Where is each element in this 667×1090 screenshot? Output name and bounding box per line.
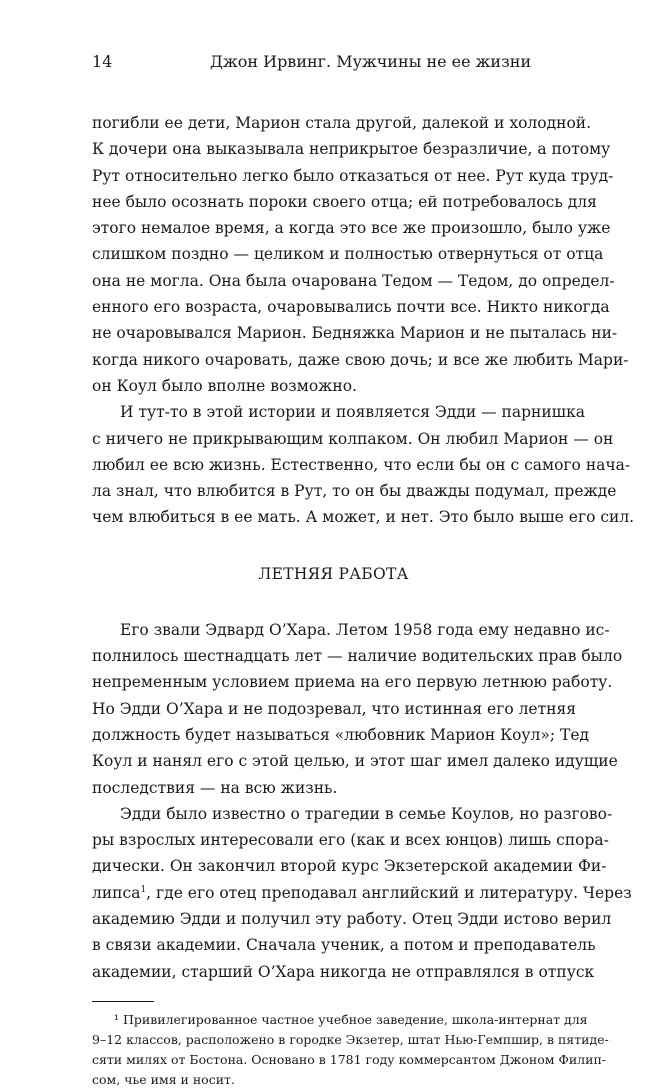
page-number: 14 [92, 52, 113, 71]
footnote-line: сяти милях от Бостона. Основано в 1781 году коммерсантом Джоном Филип- [92, 1051, 607, 1067]
paragraph-2 [92, 399, 635, 530]
main-text [92, 110, 635, 985]
text-line: И тут-то в этой истории и появляется Эдди — парнишка [120, 403, 586, 422]
footnote-mark[interactable]: 1 [140, 884, 147, 895]
text-line: погибли ее дети, Марион стала другой, далекой и холодной. [92, 114, 592, 132]
footnote-line: ¹ Привилегированное частное учебное заведение, школа-интернат для [114, 1011, 588, 1027]
text-line: Его звали Эдвард О’Хара. Летом 1958 года ему недавно ис- [120, 620, 610, 639]
text-line: последствия — на всю жизнь. [92, 778, 338, 797]
footnote-line: сом, чье имя и носит. [92, 1071, 235, 1087]
text-line: в связи академии. Сначала ученик, а потом и преподаватель [92, 936, 596, 955]
paragraph-3 [92, 617, 623, 801]
text-line: академии, старший О’Хара никогда не отправлялся в отпуск [92, 962, 595, 981]
text-line: нее было осознать пороки своего отца; ей потребовалось для [92, 192, 597, 211]
text-fragment: липса [92, 883, 141, 902]
text-line: когда никого очаровать, даже свою дочь; и все же любить Мари- [92, 350, 629, 369]
text-line: слишком поздно — целиком и полностью отвернуться от отца [92, 245, 604, 264]
text-line: полнилось шестнадцать лет — наличие водительских прав было [92, 647, 623, 666]
section-title: ЛЕТНЯЯ РАБОТА [258, 564, 409, 583]
text-line: с ничего не прикрывающим колпаком. Он любил Марион — он [92, 429, 614, 448]
text-line: К дочери она выказывала неприкрытое безразличие, а потому [92, 140, 611, 159]
text-line: должность будет называться «любовник Марион Коул»; Тед [92, 725, 590, 744]
paragraph-4 [92, 801, 632, 985]
page-header [92, 52, 575, 82]
text-fragment: , где его отец преподавал английский и литературу. Через [146, 883, 632, 902]
text-line: не очаровывался Марион. Бедняжка Марион и не пыталась ни- [92, 324, 618, 343]
book-page [92, 52, 635, 1090]
text-line: этого немалое время, а когда это все же произошло, было уже [92, 219, 611, 238]
footnote-divider [92, 1001, 154, 1002]
footnote [92, 1010, 609, 1090]
text-line: он Коул было вполне возможно. [92, 376, 357, 395]
paragraph-1 [92, 110, 629, 399]
text-line: Эдди было известно о трагедии в семье Коулов, но разгово- [120, 804, 613, 823]
text-line: любил ее всю жизнь. Естественно, что если бы он с самого нача- [92, 455, 631, 474]
text-line: ры взрослых интересовали его (как и всех юнцов) лишь спора- [92, 831, 609, 850]
running-head: Джон Ирвинг. Мужчины не ее жизни [210, 52, 532, 71]
text-line: чем влюбиться в ее мать. А может, и нет. Это было выше его сил. [92, 508, 635, 527]
text-line: академию Эдди и получил эту работу. Отец Эдди истово верил [92, 910, 612, 929]
footnote-line: 9–12 классов, расположено в городке Экзетер, штат Нью-Гемпшир, в пятиде- [92, 1031, 609, 1047]
text-line: непременным условием приема на его первую летнюю работу. [92, 673, 613, 692]
text-line-with-footnote [92, 880, 632, 906]
text-line: ла знал, что влюбится в Рут, то он бы дважды подумал, прежде [92, 482, 617, 501]
text-line: дически. Он закончил второй курс Экзетерской академии Фи- [92, 857, 607, 876]
text-line: Но Эдди О’Хара и не подозревал, что истинная его летняя [92, 699, 577, 718]
text-line: она не могла. Она была очарована Тедом — Тедом, до определ- [92, 271, 615, 290]
text-line: Коул и нанял его с этой целью, и этот шаг имел далеко идущие [92, 752, 618, 771]
text-line: енного его возраста, очаровывались почти все. Никто никогда [92, 298, 610, 317]
text-line: Рут относительно легко было отказаться от нее. Рут куда труд- [92, 166, 614, 185]
